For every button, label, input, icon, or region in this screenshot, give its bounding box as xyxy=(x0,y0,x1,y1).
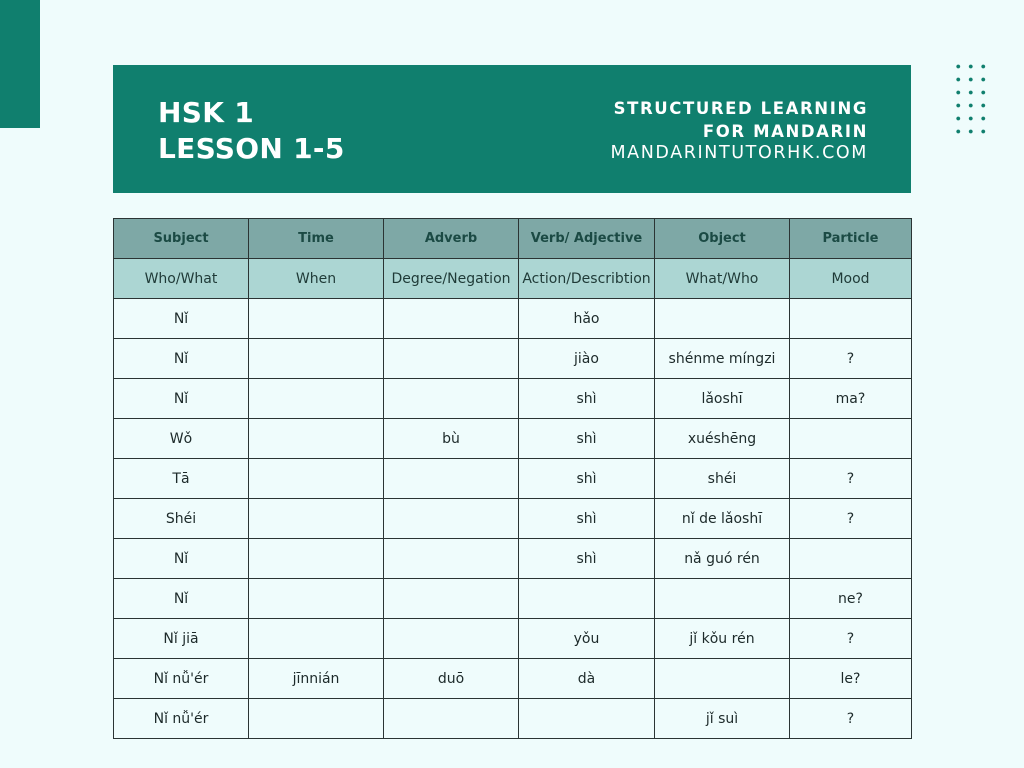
cell-time xyxy=(249,699,384,739)
cell-adverb xyxy=(384,619,519,659)
table-row xyxy=(114,459,912,499)
cell-object: lǎoshī xyxy=(655,379,790,419)
cell-particle: ? xyxy=(790,339,912,379)
table-row xyxy=(114,339,912,379)
cell-time xyxy=(249,499,384,539)
cell-particle xyxy=(790,299,912,339)
cell-particle: ma? xyxy=(790,379,912,419)
column-subheader-row xyxy=(114,259,912,299)
table-row xyxy=(114,499,912,539)
table-row xyxy=(114,579,912,619)
cell-verb-adjective: dà xyxy=(519,659,655,699)
cell-object: jǐ suì xyxy=(655,699,790,739)
cell-time xyxy=(249,299,384,339)
column-header-verb-adjective: Verb/ Adjective xyxy=(519,219,655,259)
cell-adverb xyxy=(384,539,519,579)
cell-subject: Nǐ jiā xyxy=(114,619,249,659)
cell-object xyxy=(655,659,790,699)
cell-adverb xyxy=(384,699,519,739)
cell-particle: ? xyxy=(790,459,912,499)
cell-time xyxy=(249,539,384,579)
cell-object: nǎ guó rén xyxy=(655,539,790,579)
cell-object: nǐ de lǎoshī xyxy=(655,499,790,539)
cell-object xyxy=(655,299,790,339)
cell-time xyxy=(249,579,384,619)
cell-object: xuéshēng xyxy=(655,419,790,459)
cell-adverb: duō xyxy=(384,659,519,699)
cell-particle: ? xyxy=(790,499,912,539)
cell-object: jǐ kǒu rén xyxy=(655,619,790,659)
cell-verb-adjective: shì xyxy=(519,379,655,419)
cell-object: shéi xyxy=(655,459,790,499)
cell-time xyxy=(249,339,384,379)
cell-adverb: bù xyxy=(384,419,519,459)
decorative-dot-grid xyxy=(954,62,988,136)
column-header-object: Object xyxy=(655,219,790,259)
cell-time xyxy=(249,619,384,659)
subheader-subject: Who/What xyxy=(114,259,249,299)
cell-particle xyxy=(790,419,912,459)
cell-subject: Nǐ nǚ'ér xyxy=(114,699,249,739)
cell-particle: ? xyxy=(790,699,912,739)
cell-subject: Nǐ xyxy=(114,339,249,379)
column-header-time: Time xyxy=(249,219,384,259)
cell-subject: Nǐ xyxy=(114,379,249,419)
cell-verb-adjective: jiào xyxy=(519,339,655,379)
table-row xyxy=(114,539,912,579)
table-row xyxy=(114,379,912,419)
cell-particle: ? xyxy=(790,619,912,659)
column-header-particle: Particle xyxy=(790,219,912,259)
subheader-adverb: Degree/Negation xyxy=(384,259,519,299)
cell-verb-adjective: hǎo xyxy=(519,299,655,339)
cell-verb-adjective: shì xyxy=(519,539,655,579)
header-banner xyxy=(113,65,911,193)
cell-subject: Shéi xyxy=(114,499,249,539)
cell-adverb xyxy=(384,299,519,339)
cell-object: shénme míngzi xyxy=(655,339,790,379)
cell-subject: Wǒ xyxy=(114,419,249,459)
tagline-line-1: STRUCTURED LEARNING xyxy=(613,99,868,118)
cell-subject: Nǐ nǚ'ér xyxy=(114,659,249,699)
cell-verb-adjective: shì xyxy=(519,499,655,539)
cell-object xyxy=(655,579,790,619)
cell-verb-adjective: shì xyxy=(519,419,655,459)
cell-subject: Nǐ xyxy=(114,579,249,619)
cell-particle xyxy=(790,539,912,579)
column-header-row xyxy=(114,219,912,259)
cell-verb-adjective: yǒu xyxy=(519,619,655,659)
title-line-lesson: LESSON 1-5 xyxy=(158,132,345,165)
column-header-adverb: Adverb xyxy=(384,219,519,259)
website-text: MANDARINTUTORHK.COM xyxy=(610,143,868,163)
tagline-line-2: FOR MANDARIN xyxy=(702,122,868,141)
table-row xyxy=(114,659,912,699)
cell-adverb xyxy=(384,499,519,539)
cell-subject: Tā xyxy=(114,459,249,499)
subheader-verb-adjective: Action/Describtion xyxy=(519,259,655,299)
cell-particle: le? xyxy=(790,659,912,699)
column-header-subject: Subject xyxy=(114,219,249,259)
cell-adverb xyxy=(384,379,519,419)
cell-time xyxy=(249,379,384,419)
cell-verb-adjective: shì xyxy=(519,459,655,499)
table-row xyxy=(114,299,912,339)
subheader-object: What/Who xyxy=(655,259,790,299)
cell-adverb xyxy=(384,339,519,379)
cell-verb-adjective xyxy=(519,579,655,619)
cell-subject: Nǐ xyxy=(114,299,249,339)
header-branding xyxy=(610,97,868,164)
sentence-structure-table xyxy=(113,218,912,739)
table-row xyxy=(114,619,912,659)
corner-accent-block xyxy=(0,0,40,128)
lesson-title xyxy=(158,95,345,167)
cell-particle: ne? xyxy=(790,579,912,619)
table-row xyxy=(114,699,912,739)
cell-time xyxy=(249,459,384,499)
cell-verb-adjective xyxy=(519,699,655,739)
subheader-particle: Mood xyxy=(790,259,912,299)
subheader-time: When xyxy=(249,259,384,299)
cell-adverb xyxy=(384,459,519,499)
cell-time: jīnnián xyxy=(249,659,384,699)
cell-subject: Nǐ xyxy=(114,539,249,579)
title-line-level: HSK 1 xyxy=(158,96,255,129)
table-row xyxy=(114,419,912,459)
cell-time xyxy=(249,419,384,459)
cell-adverb xyxy=(384,579,519,619)
